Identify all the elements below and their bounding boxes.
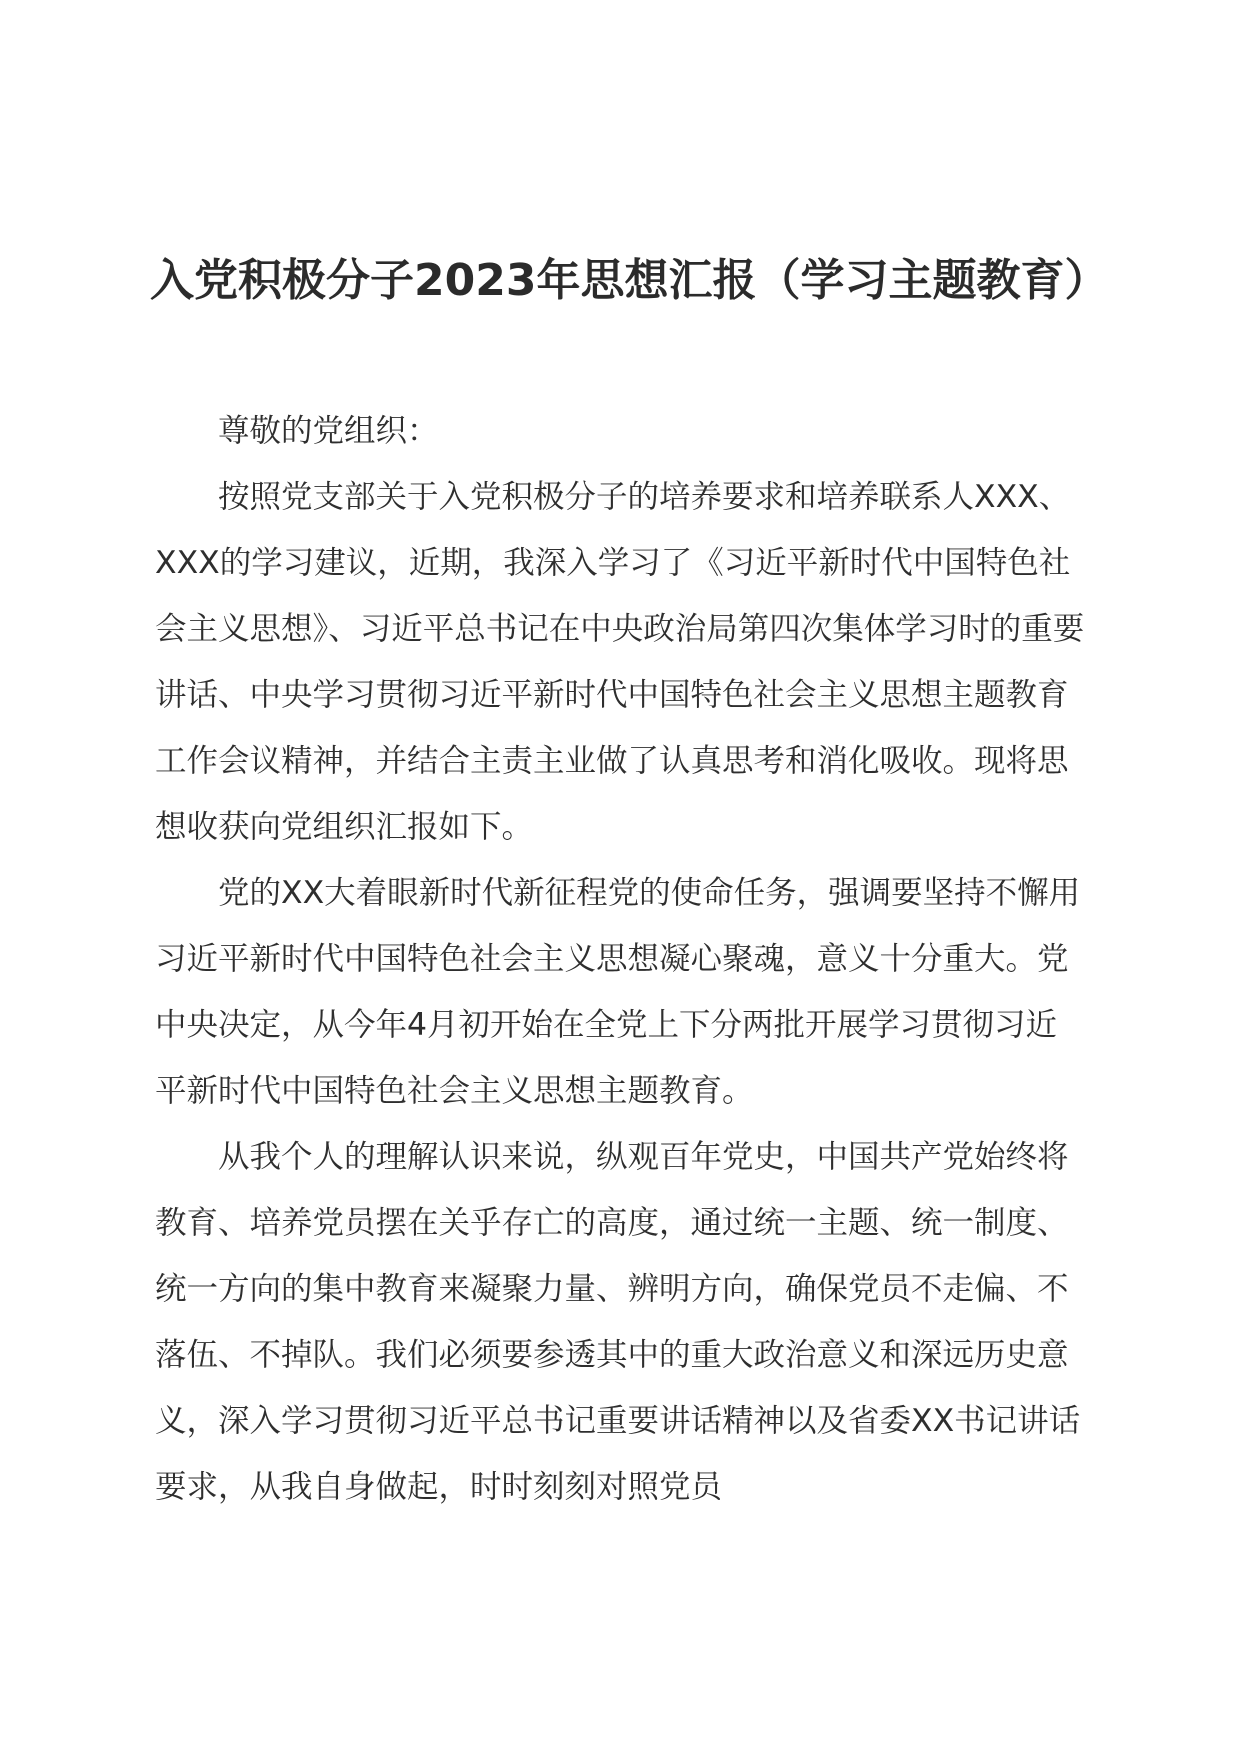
salutation: 尊敬的党组织： bbox=[218, 413, 439, 449]
document-title: 入党积极分子2023年思想汇报（学习主题教育） bbox=[150, 255, 1109, 306]
body-paragraph-2: 党的XX大着眼新时代新征程党的使命任务，强调要坚持不懈用习近平新时代中国特色社会主义思想凝心聚魂，意义十分重大。党中央决定，从今年4月初开始在全党上下分两批开展学习贯彻习近平新时代中国特色社会主义思想主题教育。 bbox=[155, 875, 1081, 1109]
body-paragraph-1: 按照党支部关于入党积极分子的培养要求和培养联系人XXX、XXX的学习建议，近期，我深入学习了《习近平新时代中国特色社会主义思想》、习近平总书记在中央政治局第四次集体学习时的重要讲话、中央学习贯彻习近平新时代中国特色社会主义思想主题教育工作会议精神，并结合主责主业做了认真思考和消化吸收。现将思想收获向党组织汇报如下。 bbox=[155, 479, 1085, 845]
document-body bbox=[155, 398, 1087, 1520]
body-paragraph-3: 从我个人的理解认识来说，纵观百年党史，中国共产党始终将教育、培养党员摆在关乎存亡的高度，通过统一主题、统一制度、统一方向的集中教育来凝聚力量、辨明方向，确保党员不走偏、不落伍、不掉队。我们必须要参透其中的重大政治意义和深远历史意义，深入学习贯彻习近平总书记重要讲话精神以及省委XX书记讲话要求，从我自身做起，时时刻刻对照党员 bbox=[155, 1139, 1081, 1505]
